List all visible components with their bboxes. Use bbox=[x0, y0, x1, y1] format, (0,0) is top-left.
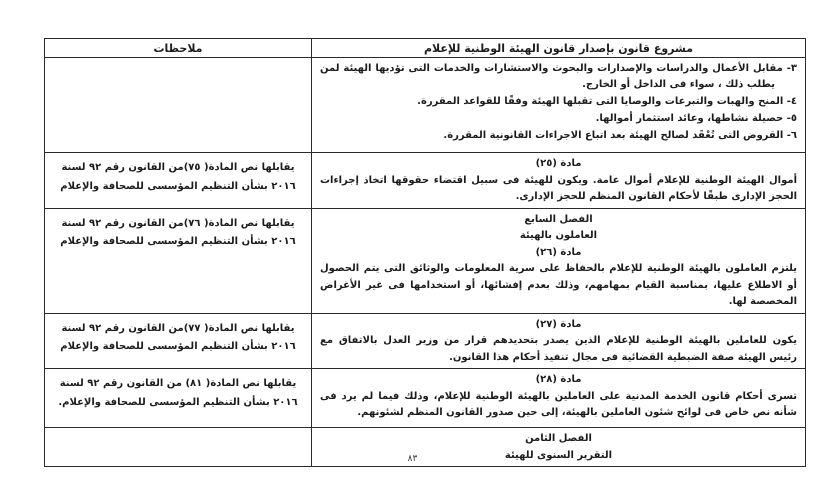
content-column-header: مشروع قانون بإصدار قانون الهيئة الوطنية للإعلام bbox=[312, 39, 806, 58]
chapter-7-subheading: العاملون بالهيئة bbox=[519, 230, 598, 241]
table-row-article-28 bbox=[45, 369, 806, 428]
table-row-resources bbox=[45, 58, 806, 153]
note-cell-article-81: يقابلها نص المادة( ٨١) من القانون رقم ٩٢ لسنة ٢٠١٦ بشأن التنظيم المؤسسى للصحافة والإعلام. bbox=[45, 369, 312, 428]
list-item: ٥- حصيلة نشاطها، وعائد استثمار أموالها. bbox=[595, 113, 797, 124]
article-28-text: تسرى أحكام قانون الخدمة المدنية على العاملين بالهيئة الوطنية للإعلام، وذلك فيما لم يرد فى شأنه نص خاص فى لوائح شئون العاملين بالهيئة، إلى حين صدور القانون المنظم لشئونهم. bbox=[320, 390, 797, 418]
note-cell-empty bbox=[45, 58, 312, 153]
note-cell-article-77: يقابلها نص المادة( ٧٧)من القانون رقم ٩٢ لسنة ٢٠١٦ بشأن التنظيم المؤسسى للصحافة والإعلام bbox=[45, 313, 312, 369]
law-comparison-table bbox=[44, 38, 806, 467]
article-27-heading: مادة (٢٧) bbox=[535, 318, 582, 330]
chapter-7-heading: الفصل السابع bbox=[524, 213, 593, 225]
table-row-chapter-7-article-26 bbox=[45, 208, 806, 313]
article-26-heading: مادة (٢٦) bbox=[535, 246, 582, 258]
resources-items-cell bbox=[312, 58, 806, 153]
article-25-text: أموال الهيئة الوطنية للإعلام أموال عامة. ويكون للهيئة فى سبيل اقتضاء حقوقها اتخاذ إجراءات الحجز الإدارى طبقًا لأحكام القانون المنظم للحجز الإدارى. bbox=[320, 174, 797, 202]
note-cell-article-75: يقابلها نص المادة( ٧٥)من القانون رقم ٩٢ لسنة ٢٠١٦ بشأن التنظيم المؤسسى للصحافة والإعلام bbox=[45, 153, 312, 209]
article-27-cell bbox=[312, 313, 806, 369]
list-item: ٤- المنح والهبات والتبرعات والوصايا التى تقبلها الهيئة وفقًا للقواعد المقررة. bbox=[417, 96, 797, 107]
chapter-8-heading: الفصل الثامن bbox=[525, 433, 592, 444]
table-row-article-27 bbox=[45, 313, 806, 369]
note-cell-article-76: يقابلها نص المادة( ٧٦)من القانون رقم ٩٢ لسنة ٢٠١٦ بشأن التنظيم المؤسسى للصحافة والإعلام bbox=[45, 208, 312, 313]
chapter-8-subheading: التقرير السنوى للهيئة bbox=[504, 449, 613, 461]
article-28-heading: مادة (٢٨) bbox=[535, 374, 582, 385]
article-28-cell bbox=[312, 369, 806, 428]
notes-column-header: ملاحظات bbox=[45, 39, 312, 58]
chapter-7-article-26-cell bbox=[312, 208, 806, 313]
list-item: ٦- القروض التى تُعْقَد لصالح الهيئة بعد اتباع الاجراءات القانونية المقررة. bbox=[443, 130, 797, 141]
table-header-row bbox=[45, 39, 806, 58]
article-27-text: يكون للعاملين بالهيئة الوطنية للإعلام الذين يصدر بتحديدهم قرار من وزير العدل بالاتفاق مع رئيس الهيئة صفة الضبطية القضائية فى مجال تنفيذ أحكام هذا القانون. bbox=[320, 335, 797, 363]
list-item: ٣- مقابل الأعمال والدراسات والإصدارات والبحوث والاستشارات والخدمات التى تؤديها الهيئة لمن يطلب ذلك ، سواء فى الداخل أو الخارج. bbox=[320, 63, 797, 90]
article-25-heading: مادة (٢٥) bbox=[535, 158, 582, 169]
article-25-cell bbox=[312, 153, 806, 209]
page-number: ٨٣ bbox=[407, 454, 418, 464]
table-row-article-25 bbox=[45, 153, 806, 209]
article-26-text: يلتزم العاملون بالهيئة الوطنية للإعلام بالحفاظ على سرية المعلومات والوثائق التى يتم الحصول أو الاطلاع عليها، بمناسبة القيام بمهامهم، وذلك بعدم إفشائها، أو استخدامها فى غير الأغراض المخصصة لها. bbox=[320, 263, 797, 307]
